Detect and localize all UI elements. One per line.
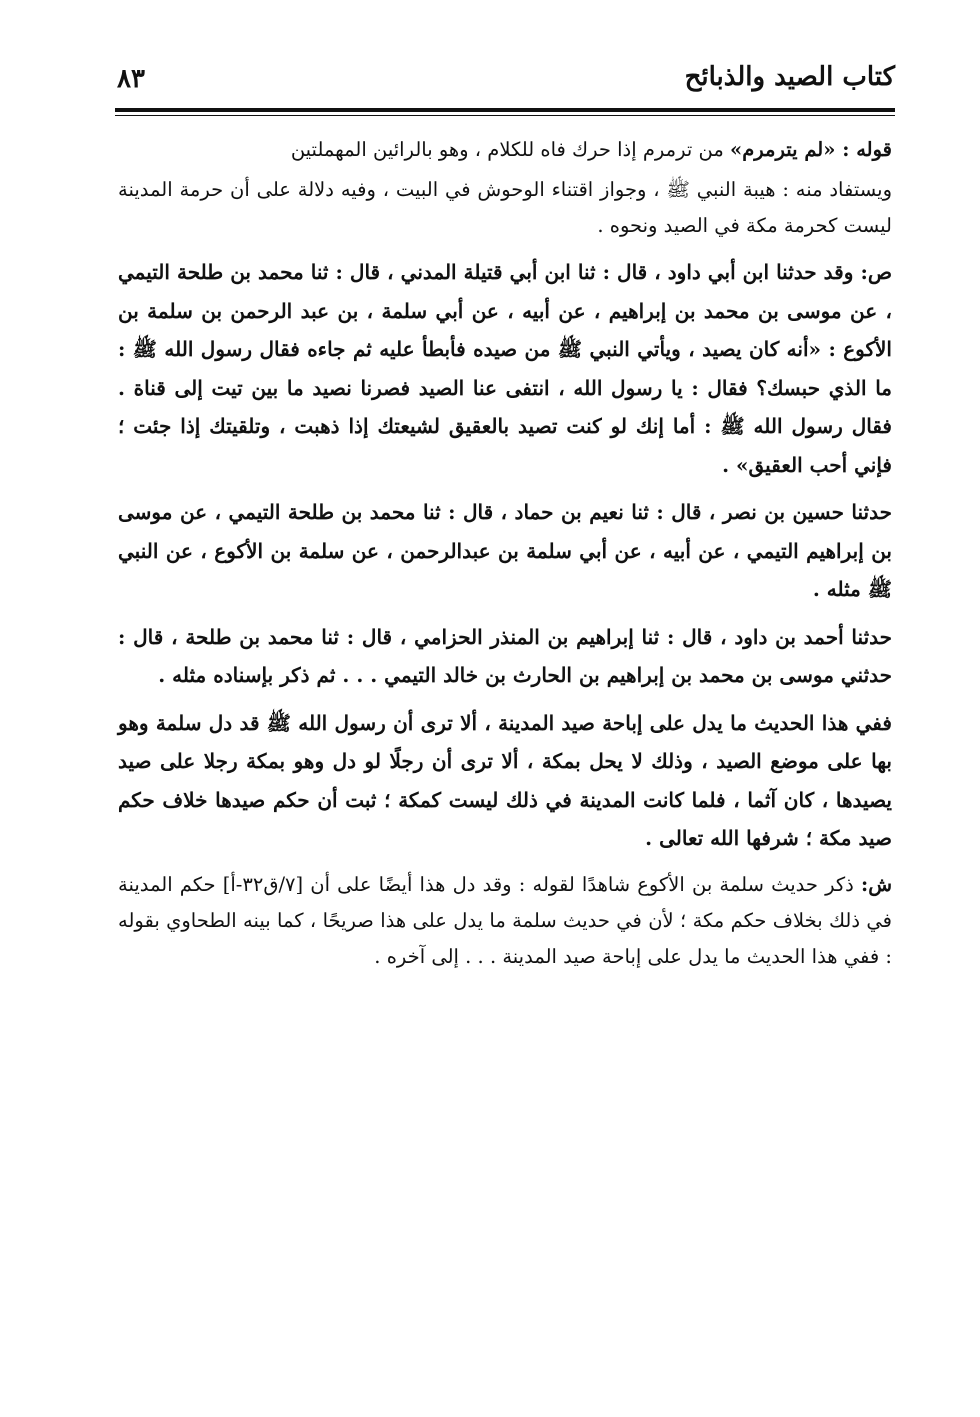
paragraph-commentary-1 bbox=[118, 132, 892, 168]
header-rule-thin bbox=[115, 115, 895, 116]
paragraph-ruling bbox=[118, 704, 892, 858]
paragraph-text: وقد حدثنا ابن أبي داود ، قال : ثنا ابن أبي قتيلة المدني ، قال : ثنا محمد بن طلحة التيمي ، عن موسى بن محمد بن إبراهيم ، عن أبيه ، عن أبي سلمة ، بن عبد الرحمن بن سلمة بن الأكوع : «أنه كان يصيد ، ويأتي النبي ﷺ من صيده فأبطأ عليه ثم جاءه فقال رسول الله ﷺ : ما الذي حبسك؟ فقال : يا رسول الله ، انتفى عنا الصيد فصرنا نصيد ما بين تيت إلى قناة . فقال رسول الله ﷺ : أما إنك لو كنت تصيد بالعقيق لشيعتك إذا ذهبت ، وتلقيتك إذا جئت ؛ فإني أحب العقيق» . bbox=[118, 260, 892, 477]
paragraph-text: ففي هذا الحديث ما يدل على إباحة صيد المدينة ، ألا ترى أن رسول الله ﷺ قد دل سلمة وهو بها على موضع الصيد ، وذلك لا يحل بمكة ، ألا ترى أن رجلًا لو دل وهو بمكة رجلا على صيد يصيدها ، كان آثما ، فلما كانت المدينة في ذلك ليست كمكة ؛ ثبت أن حكم صيدها خلاف حكم صيد مكة ؛ شرفها الله تعالى . bbox=[118, 710, 892, 850]
paragraph-hadith-1 bbox=[118, 253, 892, 484]
paragraph-text: ذكر حديث سلمة بن الأكوع شاهدًا لقوله : وقد دل هذا أيضًا على أن [٧/ق٣٢-أ] حكم المدينة في ذلك بخلاف حكم مكة ؛ لأن في حديث سلمة ما يدل على هذا صريحًا ، كما بينه الطحاوي بقوله : ففي هذا الحديث ما يدل على إباحة صيد المدينة . . . إلى آخره . bbox=[118, 872, 892, 968]
header-rule-thick bbox=[115, 108, 895, 112]
page-number: ٨٣ bbox=[117, 64, 145, 94]
paragraph-hadith-3 bbox=[118, 618, 892, 695]
paragraph-explanation bbox=[118, 867, 892, 975]
paragraph-text: من ترمرم إذا حرك فاه للكلام ، وهو بالرائين المهملتين bbox=[290, 138, 730, 161]
paragraph-hadith-2 bbox=[118, 493, 892, 609]
paragraph-text: حدثنا حسين بن نصر ، قال : ثنا نعيم بن حماد ، قال : ثنا محمد بن طلحة التيمي ، عن موسى بن إبراهيم التيمي ، عن أبيه ، عن أبي سلمة بن عبدالرحمن ، عن سلمة بن الأكوع ، عن النبي ﷺ مثله . bbox=[118, 500, 892, 601]
paragraph-lead: قوله : «لم يترمرم» bbox=[730, 138, 892, 161]
chapter-title: كتاب الصيد والذبائح bbox=[684, 62, 895, 92]
paragraph-lead: ص: bbox=[860, 260, 892, 284]
paragraph-text: حدثنا أحمد بن داود ، قال : ثنا إبراهيم بن المنذر الحزامي ، قال : ثنا محمد بن طلحة ، قال : حدثني موسى بن محمد بن إبراهيم بن الحارث بن خالد التيمي . . . ثم ذكر بإسناده مثله . bbox=[118, 624, 892, 687]
paragraph-text: ويستفاد منه : هيبة النبي ﷺ ، وجواز اقتناء الوحوش في البيت ، وفيه دلالة على أن حرمة المدينة ليست كحرمة مكة في الصيد ونحوه . bbox=[118, 178, 892, 237]
page-header bbox=[115, 60, 895, 108]
page-body bbox=[118, 132, 892, 975]
paragraph-commentary-2 bbox=[118, 172, 892, 244]
paragraph-lead: ش: bbox=[861, 872, 893, 896]
